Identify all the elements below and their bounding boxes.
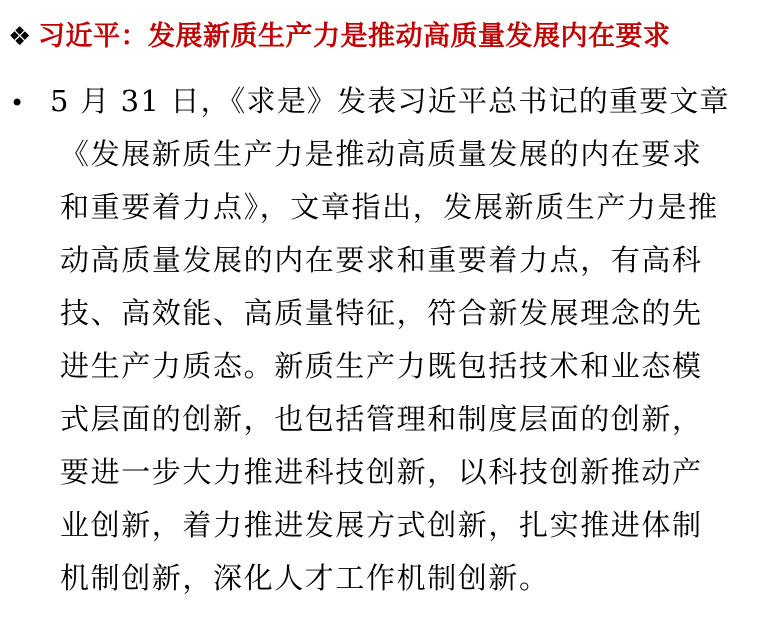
heading-row (8, 14, 671, 60)
paragraph-line: 机制创新，深化人才工作机制创新。 (60, 561, 550, 595)
paragraph-text (50, 76, 770, 606)
slide-title: 习近平：发展新质生产力是推动高质量发展内在要求 (38, 21, 671, 52)
paragraph-line: 进生产力质态。新质生产力既包括技术和业态模 (60, 349, 703, 383)
paragraph-line: 技、高效能、高质量特征，符合新发展理念的先 (60, 296, 703, 330)
paragraph-line: 式层面的创新，也包括管理和制度层面的创新， (60, 402, 703, 436)
paragraph-line: 5 月 31 日，《求是》发表习近平总书记的重要文章 (50, 84, 730, 118)
paragraph-line: 业创新，着力推进发展方式创新，扎实推进体制 (60, 508, 703, 542)
diamond-bullet-icon: ❖ (8, 22, 32, 52)
paragraph-line: 动高质量发展的内在要求和重要着力点，有高科 (60, 243, 703, 277)
round-bullet-icon: • (10, 89, 25, 117)
paragraph-line: 要进一步大力推进科技创新，以科技创新推动产 (60, 455, 703, 489)
paragraph-line: 和重要着力点》，文章指出，发展新质生产力是推 (60, 190, 719, 224)
paragraph-line: 《发展新质生产力是推动高质量发展的内在要求 (60, 137, 703, 171)
